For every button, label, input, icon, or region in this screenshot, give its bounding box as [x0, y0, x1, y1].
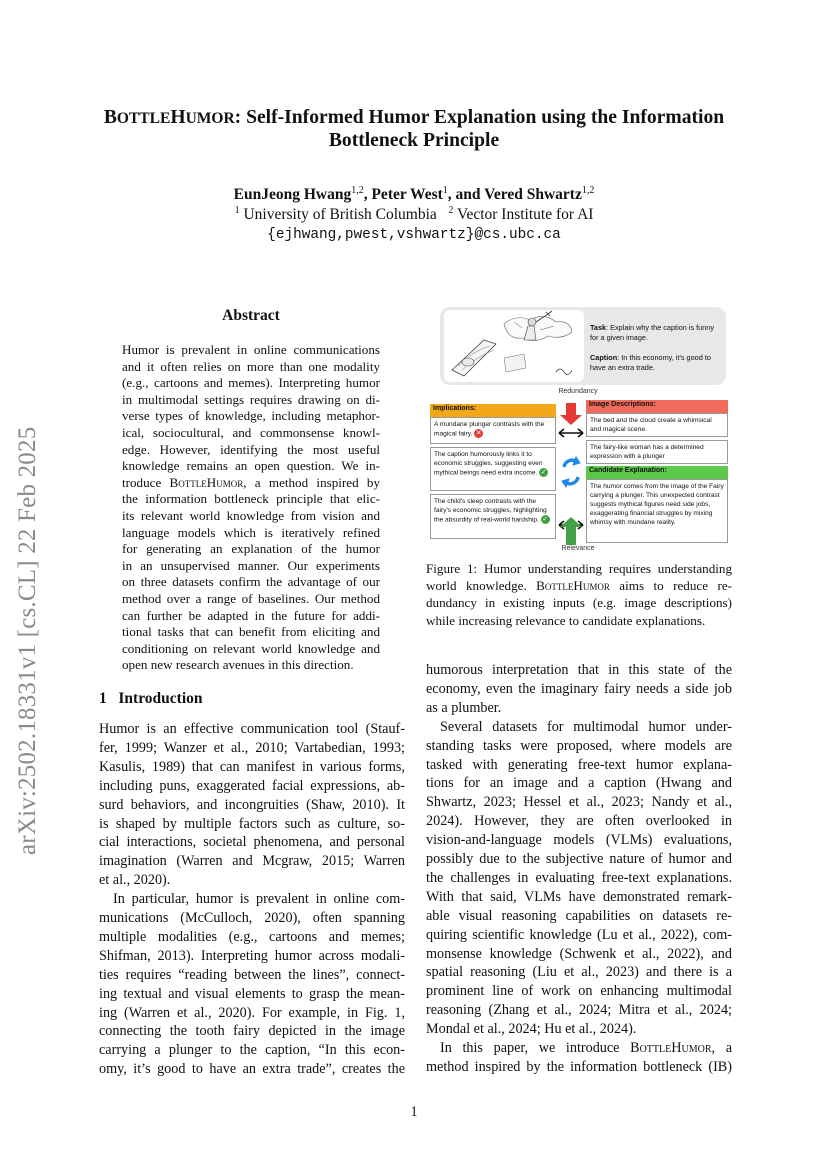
caption-line: while increasing relevance to candidate explanations. [426, 612, 706, 628]
cartoon-image [444, 310, 584, 382]
right-col-line: able visual reasoning capabilities on datasets re- [426, 907, 732, 924]
task-panel [440, 307, 726, 385]
left-col-line: surd behaviors, and incongruities (Shaw, 2010). It [99, 796, 405, 813]
title-brand: BOTTLEHUMOR [103, 107, 235, 128]
left-col-line: ties requires “reading between the lines”, connect- [99, 966, 405, 983]
abstract-body-line: method over a range of baselines. Our method [122, 591, 380, 606]
right-col-line: Several datasets for multimodal humor under- [440, 718, 732, 735]
refresh-cycle-icon [562, 457, 580, 487]
left-col-line: Shifman, 2013). Interpreting humor across modali- [99, 947, 405, 964]
right-col-line: With that said, VLMs have demonstrated remark- [426, 888, 732, 905]
caption-line: world knowledge. BottleHumor aims to reduce re- [426, 578, 732, 594]
double-arrow-icon [559, 429, 583, 437]
right-col-line: reasoning (Zhang et al., 2024; Mitra et al., 2024; [426, 1002, 732, 1019]
right-col-line: standing tasks were proposed, where models are [426, 737, 732, 754]
left-col-line: Humor is an effective communication tool (Stauf- [99, 721, 405, 737]
right-col-line: Mondal et al., 2024; Hu et al., 2024). [426, 1021, 637, 1038]
left-col-line: In particular, humor is prevalent in online com- [113, 891, 405, 908]
left-col-line: omy, it’s good to have an extra trade”, creates the [99, 1061, 405, 1078]
abstract-body-line: and it often relies on more than one modality [122, 358, 380, 374]
abstract-body-line: knowledge remains an open question. We in- [122, 458, 380, 474]
abstract-body-line: for generating an explanation of the humor [122, 541, 380, 557]
author-email: {ejhwang,pwest,vshwartz}@cs.ubc.ca [267, 227, 561, 243]
left-col-line: ing (Warren et al., 2020). For example, in Fig. 1, [99, 1004, 405, 1021]
abstract-body-line: in multimodal settings requires drawing on di- [122, 391, 380, 407]
right-col-line: quiring scientific knowledge (Lu et al., 2022), com- [426, 926, 732, 943]
left-col-line: including puns, exaggerated facial expressions, ab- [99, 777, 405, 794]
left-col-line: et al., 2020). [99, 872, 171, 889]
left-col-line: carrying a plunger to the caption, “In this econ- [99, 1042, 405, 1059]
left-col-line: munications (McCulloch, 2020), often spanning [99, 910, 405, 926]
image-descriptions-header: Image Descriptions: [586, 400, 728, 413]
red-down-arrow-icon [560, 403, 582, 425]
cartoon-caption-text: Caption: In this economy, it's good to have an extra trade. [590, 353, 711, 372]
abstract-body-line: the information bottleneck principle that elic- [122, 491, 380, 507]
abstract-body-line: troduce BottleHumor, a method inspired by [122, 474, 380, 490]
caption-line: dundancy in existing inputs (e.g. image descriptions) [426, 595, 732, 611]
right-col-line: tions for an image and a caption (Hwang and [426, 775, 732, 792]
implication-box-1: A mundane plunger contrasts with the magical fairy. ✕ [430, 417, 556, 444]
affiliations: $^1$ University of British Columbia $^2$ Vector Institute for AI [234, 205, 594, 224]
abstract-body-line: verse types of knowledge, including metaphor- [122, 408, 380, 424]
relevance-label: Relevance [561, 545, 595, 552]
cross-mark-icon: ✕ [475, 430, 482, 437]
left-col-line: imagination (Warren and Mcgraw, 2015; Warren [99, 853, 405, 870]
right-col-line: monsense knowledge (Schwenk et al., 2022), and [426, 945, 732, 962]
left-col-line: is shaped by multiple factors such as culture, so- [99, 815, 405, 832]
candidate-explanation-box: The humor comes from the image of the Fairy carrying a plunger. This unexpected contrast suggests mythical figures need side jobs, exaggerating financial struggles by mixing whimsy with mundane reality. [586, 479, 728, 543]
right-col-line: prominent line of work on enhancing multimodal [426, 983, 732, 1000]
task-text: Task: Explain why the caption is funny for a given image. [590, 323, 714, 342]
right-col-line: tasked with generating free-text humor explana- [426, 756, 732, 773]
page-number: 1 [410, 1104, 418, 1120]
image-description-box-2: The fairy-like woman has a determined expression with a plunger [586, 440, 728, 464]
figure-1 [428, 303, 730, 556]
right-col-line: Shwartz, 2023; Hessel et al., 2023; Nandy et al., [426, 794, 732, 811]
right-col-line: the challenges in evaluating free-text explanations. [426, 869, 732, 886]
left-col-line: ing textual and visual elements to grasp the mean- [99, 985, 405, 1002]
left-col-line: connecting the tooth fairy depicted in the image [99, 1023, 405, 1040]
paper-title [60, 107, 768, 152]
abstract-body-line: in an unsupervised manner. Our experiments [122, 557, 380, 573]
implication-box-2: The caption humorously links it to economic struggles, suggesting even mythical beings need extra income. ✓ [430, 447, 556, 491]
center-arrows [556, 401, 586, 549]
author-list: EunJeong Hwang$^{1,2}$, Peter West$^1$, and Vered Shwartz$^{1,2}$ [233, 185, 595, 204]
right-col-line: possibly due to the subjective nature of humor and [426, 851, 732, 867]
abstract-body-line: Humor is prevalent in online communications [122, 342, 380, 357]
image-description-box-1: The bed and the cloud create a whimsical and magical scene. [586, 413, 728, 437]
abstract-body-line: ical, sociocultural, and commonsense knowl- [122, 425, 380, 440]
right-col-line: vision-and-language models (VLMs) evaluations, [426, 832, 732, 849]
arxiv-side-stamp: arXiv:2502.18331v1 [cs.CL] 22 Feb 2025 [14, 426, 41, 855]
abstract-body-line: tional tasks that can benefit from eliciting and [122, 624, 380, 640]
implications-header: Implications: [430, 404, 556, 417]
right-col-line: as a plumber. [426, 699, 502, 716]
abstract-body-line: edge. However, identifying the most useful [122, 441, 380, 457]
right-col-line: humorous interpretation that in this state of the [426, 662, 732, 678]
right-col-line: spatial reasoning (Liu et al., 2023) and there is a [426, 964, 732, 981]
redundancy-label: Redundancy [558, 388, 598, 395]
left-col-line: multiple modalities (e.g., cartoons and memes; [99, 928, 405, 945]
right-col-line: 2024). However, they are often overlooked in [426, 813, 732, 830]
left-col-line: Kasulis, 1989) that can manifest in various forms, [99, 758, 405, 775]
left-col-line: cial interactions, societal phenomena, and personal [99, 834, 405, 851]
abstract-body-line: open new research avenues in this direction. [122, 657, 354, 673]
abstract-body-line: conditioning on relevant world knowledge and [122, 640, 380, 656]
right-col-line: method inspired by the information bottleneck (IB) [426, 1058, 732, 1075]
abstract-body-line: language models which is iteratively refined [122, 524, 380, 540]
abstract-body-line: (e.g., cartoons and memes). Interpreting humor [122, 375, 380, 391]
abstract-body-line: its relevant world knowledge from vision and [122, 508, 380, 523]
check-mark-icon: ✓ [542, 516, 549, 523]
implication-box-3: The child's sleep contrasts with the fairy's economic struggles, highlighting the absurdity of real-world hardship. ✓ [430, 494, 556, 539]
right-col-line: economy, even the imaginary fairy needs a side job [426, 680, 732, 697]
section-heading-introduction: 1 Introduction [99, 690, 203, 707]
abstract-body-line: can further be adapted in the future for addi- [122, 607, 380, 623]
right-col-line: In this paper, we introduce BottleHumor, a [440, 1040, 732, 1056]
candidate-explanation-header: Candidate Explanation: [586, 466, 728, 479]
abstract-body-line: on three datasets confirm the advantage of our [122, 574, 380, 590]
check-mark-icon: ✓ [540, 469, 547, 476]
title-line1-rest: : Self-Informed Humor Explanation using the Information [234, 107, 725, 128]
left-col-line: fer, 1999; Wanzer et al., 2010; Vartabedian, 1993; [99, 739, 405, 756]
title-line2: Bottleneck Principle [328, 130, 500, 151]
abstract-heading: Abstract [222, 307, 280, 324]
caption-line: Figure 1: Humor understanding requires understanding [426, 561, 732, 576]
